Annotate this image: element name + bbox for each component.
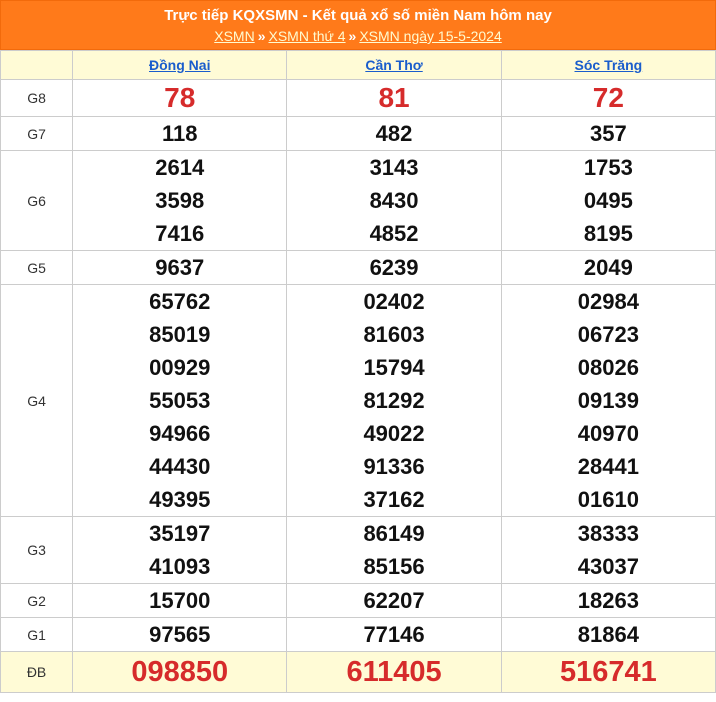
breadcrumb-link-weekday[interactable]: XSMN thứ 4 xyxy=(268,28,346,44)
result-number: 94966 xyxy=(149,421,211,446)
prize-row-g6 xyxy=(1,151,716,251)
result-number: 3143 xyxy=(369,155,419,180)
result-number: 38333 xyxy=(577,521,639,546)
result-number: 118 xyxy=(161,121,198,146)
prize-row-g3 xyxy=(1,517,716,584)
result-number: 77146 xyxy=(363,622,425,647)
result-cell xyxy=(287,618,501,652)
result-number: 43037 xyxy=(577,554,639,579)
prize-row-g5 xyxy=(1,251,716,285)
result-cell xyxy=(73,80,287,117)
result-cell xyxy=(287,517,501,584)
result-number: 08026 xyxy=(577,355,639,380)
prize-row-g2 xyxy=(1,584,716,618)
prize-row-db xyxy=(1,652,716,693)
result-cell xyxy=(73,652,287,693)
prize-label: G1 xyxy=(1,618,73,652)
result-number: 2614 xyxy=(155,155,205,180)
result-number: 01610 xyxy=(577,487,639,512)
result-cell xyxy=(73,618,287,652)
result-number: 18263 xyxy=(577,588,639,613)
result-number: 40970 xyxy=(577,421,639,446)
prize-label: G6 xyxy=(1,151,73,251)
breadcrumb xyxy=(1,26,715,46)
result-number: 85019 xyxy=(149,322,211,347)
province-link-soc-trang[interactable]: Sóc Trăng xyxy=(574,57,643,73)
special-prize-number: 516741 xyxy=(559,656,657,688)
result-cell xyxy=(73,151,287,251)
result-cell xyxy=(501,584,715,618)
result-cell xyxy=(287,117,501,151)
province-link-can-tho[interactable]: Cần Thơ xyxy=(365,57,423,73)
result-cell xyxy=(501,652,715,693)
prize-label: G5 xyxy=(1,251,73,285)
result-number: 65762 xyxy=(149,289,211,314)
result-cell xyxy=(501,517,715,584)
result-number: 41093 xyxy=(149,554,211,579)
result-number: 97565 xyxy=(149,622,211,647)
result-number: 35197 xyxy=(149,521,211,546)
result-number: 1753 xyxy=(583,155,633,180)
result-number: 81603 xyxy=(363,322,425,347)
special-prize-number: 611405 xyxy=(346,656,442,688)
result-number: 8430 xyxy=(369,188,419,213)
result-number: 7416 xyxy=(155,221,205,246)
province-header xyxy=(501,51,715,80)
results-table xyxy=(0,50,716,693)
result-number: 86149 xyxy=(363,521,425,546)
result-cell xyxy=(73,584,287,618)
result-number: 2049 xyxy=(583,255,633,280)
province-header xyxy=(287,51,501,80)
result-cell xyxy=(501,80,715,117)
result-number: 00929 xyxy=(149,355,211,380)
result-cell xyxy=(73,517,287,584)
result-number: 81864 xyxy=(577,622,639,647)
province-header xyxy=(73,51,287,80)
result-number: 6239 xyxy=(369,255,419,280)
result-number: 357 xyxy=(589,121,627,146)
prize-row-g7 xyxy=(1,117,716,151)
corner-cell xyxy=(1,51,73,80)
special-prize-number: 098850 xyxy=(131,656,229,688)
result-cell xyxy=(287,652,501,693)
prize-row-g8 xyxy=(1,80,716,117)
province-header-row xyxy=(1,51,716,80)
result-number: 06723 xyxy=(577,322,639,347)
prize-row-g4 xyxy=(1,285,716,517)
result-cell xyxy=(287,80,501,117)
result-cell xyxy=(287,285,501,517)
prize-label: G2 xyxy=(1,584,73,618)
result-number: 9637 xyxy=(155,255,205,280)
result-number: 15700 xyxy=(149,588,211,613)
result-cell xyxy=(501,251,715,285)
breadcrumb-link-date[interactable]: XSMN ngày 15-5-2024 xyxy=(359,28,502,44)
result-number: 49022 xyxy=(363,421,425,446)
prize-label: G7 xyxy=(1,117,73,151)
result-number: 02402 xyxy=(363,289,425,314)
result-cell xyxy=(287,584,501,618)
result-number: 91336 xyxy=(363,454,425,479)
result-number: 02984 xyxy=(577,289,639,314)
result-number: 37162 xyxy=(363,487,425,512)
result-cell xyxy=(73,251,287,285)
prize-label: G4 xyxy=(1,285,73,517)
result-cell xyxy=(287,251,501,285)
result-number: 81 xyxy=(378,82,410,113)
prize-row-g1 xyxy=(1,618,716,652)
result-number: 0495 xyxy=(583,188,633,213)
result-number: 09139 xyxy=(577,388,639,413)
result-number: 78 xyxy=(164,82,196,113)
result-number: 85156 xyxy=(363,554,425,579)
result-number: 3598 xyxy=(155,188,205,213)
result-number: 8195 xyxy=(583,221,633,246)
result-number: 28441 xyxy=(577,454,639,479)
prize-body xyxy=(1,80,716,693)
result-number: 4852 xyxy=(369,221,419,246)
result-number: 81292 xyxy=(363,388,425,413)
result-cell xyxy=(73,285,287,517)
result-cell xyxy=(287,151,501,251)
breadcrumb-separator: » xyxy=(257,28,266,44)
prize-label: ĐB xyxy=(1,652,73,693)
result-cell xyxy=(501,618,715,652)
result-cell xyxy=(501,117,715,151)
result-number: 55053 xyxy=(149,388,211,413)
result-number: 15794 xyxy=(363,355,425,380)
result-number: 49395 xyxy=(149,487,211,512)
result-number: 482 xyxy=(375,121,413,146)
result-cell xyxy=(501,151,715,251)
result-cell xyxy=(501,285,715,517)
prize-label: G8 xyxy=(1,80,73,117)
breadcrumb-link-xsmn[interactable]: XSMN xyxy=(214,28,255,44)
results-header xyxy=(0,0,716,50)
breadcrumb-separator: » xyxy=(348,28,357,44)
result-number: 44430 xyxy=(149,454,211,479)
province-link-dong-nai[interactable]: Đồng Nai xyxy=(149,57,211,73)
result-cell xyxy=(73,117,287,151)
result-number: 72 xyxy=(592,82,624,113)
page-title: Trực tiếp KQXSMN - Kết quả xổ số miền Nam hôm nay xyxy=(164,7,552,24)
prize-label: G3 xyxy=(1,517,73,584)
result-number: 62207 xyxy=(363,588,425,613)
